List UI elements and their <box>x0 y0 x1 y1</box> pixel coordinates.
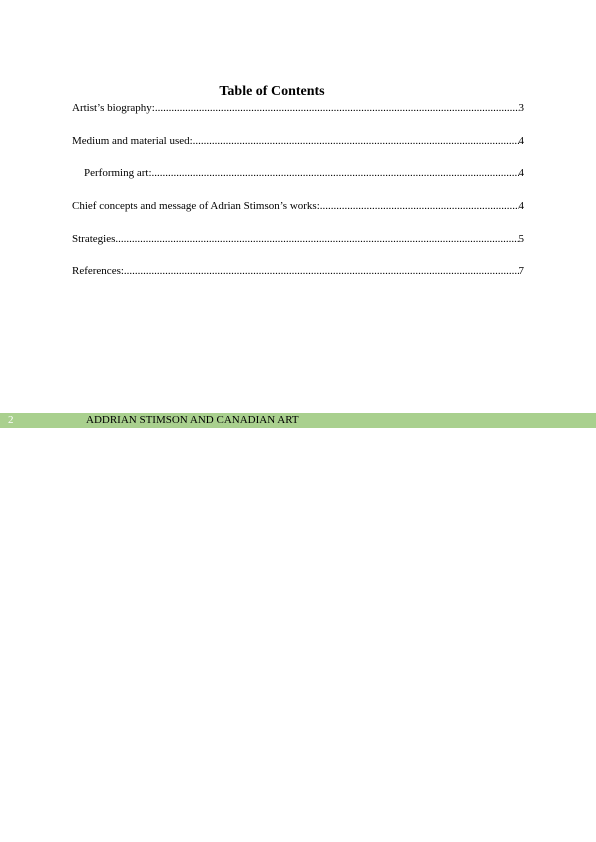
toc-dot-leader <box>320 199 519 213</box>
toc-entry-label: Chief concepts and message of Adrian Stimson’s works: <box>72 200 320 212</box>
toc-entry-page: 4 <box>518 135 524 147</box>
toc-entry-medium-and-material[interactable] <box>72 134 524 148</box>
toc-dot-leader <box>152 166 519 180</box>
toc-dot-leader <box>115 232 518 246</box>
toc-entry-page: 4 <box>518 167 524 179</box>
toc-entry-label: Artist’s biography: <box>72 102 155 114</box>
toc-entry-page: 7 <box>518 265 524 277</box>
toc-list <box>0 0 596 300</box>
toc-dot-leader <box>193 134 519 148</box>
toc-dot-leader <box>124 264 519 278</box>
toc-entry-strategies[interactable] <box>72 232 524 246</box>
toc-dot-leader <box>155 101 519 115</box>
toc-entry-label: Performing art: <box>84 167 152 179</box>
toc-entry-artists-biography[interactable] <box>72 101 524 115</box>
toc-entry-performing-art[interactable] <box>84 166 524 180</box>
toc-entry-references[interactable] <box>72 264 524 278</box>
running-header-title: ADDRIAN STIMSON AND CANADIAN ART <box>86 414 299 426</box>
page-header-bar <box>0 413 596 428</box>
toc-entry-label: References: <box>72 265 124 277</box>
toc-entry-page: 3 <box>518 102 524 114</box>
toc-entry-page: 5 <box>518 233 524 245</box>
toc-entry-label: Medium and material used: <box>72 135 193 147</box>
page-number: 2 <box>8 414 14 426</box>
toc-entry-label: Strategies <box>72 233 116 245</box>
toc-title: Table of Contents <box>219 84 325 99</box>
toc-entry-page: 4 <box>518 200 524 212</box>
toc-entry-chief-concepts[interactable] <box>72 199 524 213</box>
